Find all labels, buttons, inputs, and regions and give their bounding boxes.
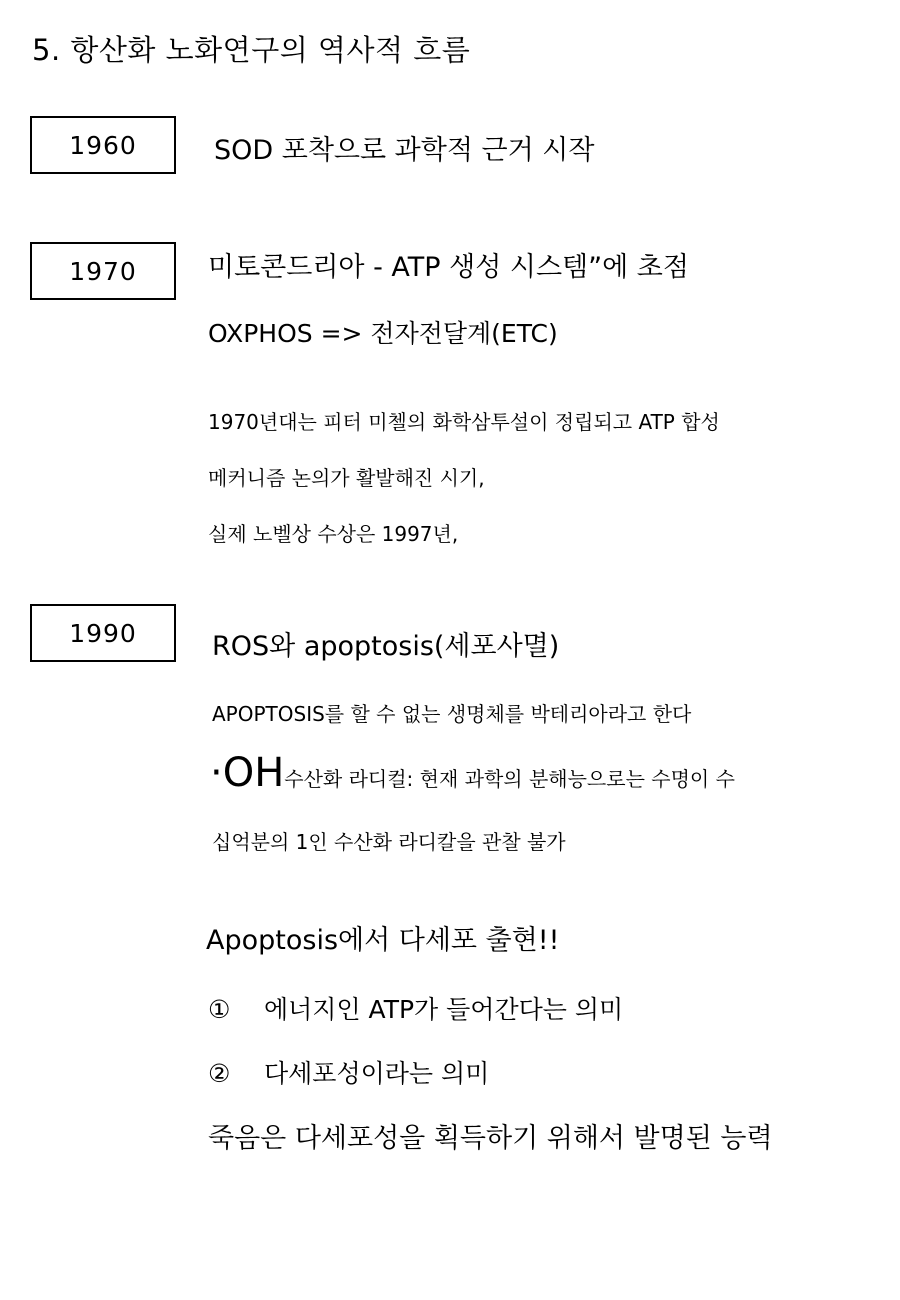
note-line: 1970년대는 피터 미첼의 화학삼투설이 정립되고 ATP 합성 [208,410,720,434]
conclusion: 죽음은 다세포성을 획득하기 위해서 발명된 능력 [208,1123,773,1154]
year-box-1960 [30,116,176,174]
heading-1970: 미토콘드리아 - ATP 생성 시스템”에 초점 [208,252,689,283]
emergence-heading: Apoptosis에서 다세포 출현!! [206,925,560,956]
hydroxyl-line-cont: 십억분의 1인 수산화 라디칼을 관찰 불가 [212,830,566,854]
hydroxyl-symbol: ·OH [210,750,285,796]
year-label: 1990 [69,618,137,648]
hydroxyl-line [210,750,735,796]
year-box-1970 [30,242,176,300]
point-text: 에너지인 ATP가 들어간다는 의미 [264,995,624,1024]
subheading-1970: OXPHOS => 전자전달계(ETC) [208,319,558,348]
heading-1960: SOD 포착으로 과학적 근거 시작 [214,135,595,166]
note-line: 메커니즘 논의가 활발해진 시기, [208,466,485,490]
heading-1990: ROS와 apoptosis(세포사멸) [212,631,560,662]
point-item [208,1054,489,1090]
point-number: ① [208,995,231,1024]
point-item [208,990,623,1026]
year-label: 1960 [69,130,137,160]
point-text: 다세포성이라는 의미 [264,1059,490,1088]
note-line: 실제 노벨상 수상은 1997년, [208,522,459,546]
year-label: 1970 [69,256,137,286]
hydroxyl-text: 수산화 라디컬: 현재 과학의 분해능으로는 수명이 수 [284,767,735,791]
apoptosis-line: APOPTOSIS를 할 수 없는 생명체를 박테리아라고 한다 [212,702,692,726]
point-number: ② [208,1059,231,1088]
page-title: 5. 항산화 노화연구의 역사적 흐름 [32,33,471,67]
year-box-1990 [30,604,176,662]
